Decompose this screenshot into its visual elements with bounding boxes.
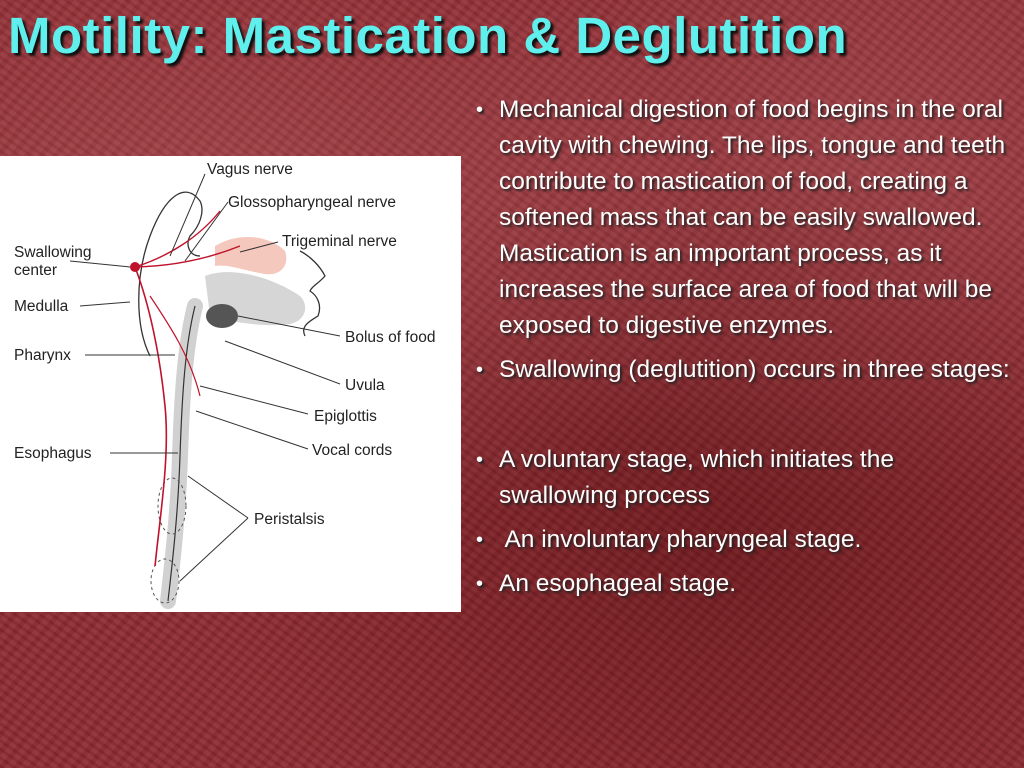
- bullet-item: [474, 566, 1019, 602]
- bullet-item: [474, 352, 1019, 388]
- slide-title: Motility: Mastication & Deglutition: [8, 7, 848, 64]
- label-epiglottis: Epiglottis: [314, 408, 377, 425]
- bullet-text: An involuntary pharyngeal stage.: [499, 526, 862, 553]
- label-peristalsis: Peristalsis: [254, 511, 325, 528]
- label-uvula: Uvula: [345, 377, 385, 394]
- bullet-dot: •: [476, 573, 484, 595]
- label-swallowing-center-line1: Swallowing: [14, 244, 92, 261]
- bolus-shape: [206, 304, 238, 328]
- bullet-dot: •: [476, 449, 484, 471]
- label-vocal-cords: Vocal cords: [312, 442, 393, 459]
- bullet-item: [474, 442, 1019, 514]
- bullet-list: [474, 92, 1019, 610]
- anatomy-illustration: [0, 156, 461, 612]
- label-trigeminal-nerve: Trigeminal nerve: [282, 233, 397, 250]
- face-profile: [300, 251, 325, 336]
- label-pharynx: Pharynx: [14, 347, 71, 364]
- bullet-text: Swallowing (deglutition) occurs in three stages:: [499, 356, 1010, 383]
- swallowing-anatomy-diagram: [0, 156, 461, 612]
- label-swallowing-center-line2: center: [14, 262, 58, 279]
- bullet-item: [474, 92, 1019, 344]
- bullet-item: [474, 522, 1019, 558]
- label-medulla: Medulla: [14, 298, 69, 315]
- bullet-dot: •: [476, 359, 484, 381]
- bullet-dot: •: [476, 529, 484, 551]
- label-vagus-nerve: Vagus nerve: [207, 161, 293, 178]
- bullet-text: An esophageal stage.: [499, 570, 737, 597]
- label-glossopharyngeal-nerve: Glossopharyngeal nerve: [228, 194, 397, 211]
- label-esophagus: Esophagus: [14, 445, 92, 462]
- bullet-text: A voluntary stage, which initiates the swallowing process: [499, 446, 894, 509]
- label-bolus-of-food: Bolus of food: [345, 329, 436, 346]
- bullet-dot: •: [476, 99, 484, 121]
- bullet-text: Mechanical digestion of food begins in the oral cavity with chewing. The lips, tongue and teeth contribute to mastication of food, creating a softened mass that can be easily swallowed. Mastication is an important process, as it increases the surface area of food that will be exposed to digestive enzymes.: [499, 96, 1006, 339]
- swallowing-center-dot: [130, 262, 140, 272]
